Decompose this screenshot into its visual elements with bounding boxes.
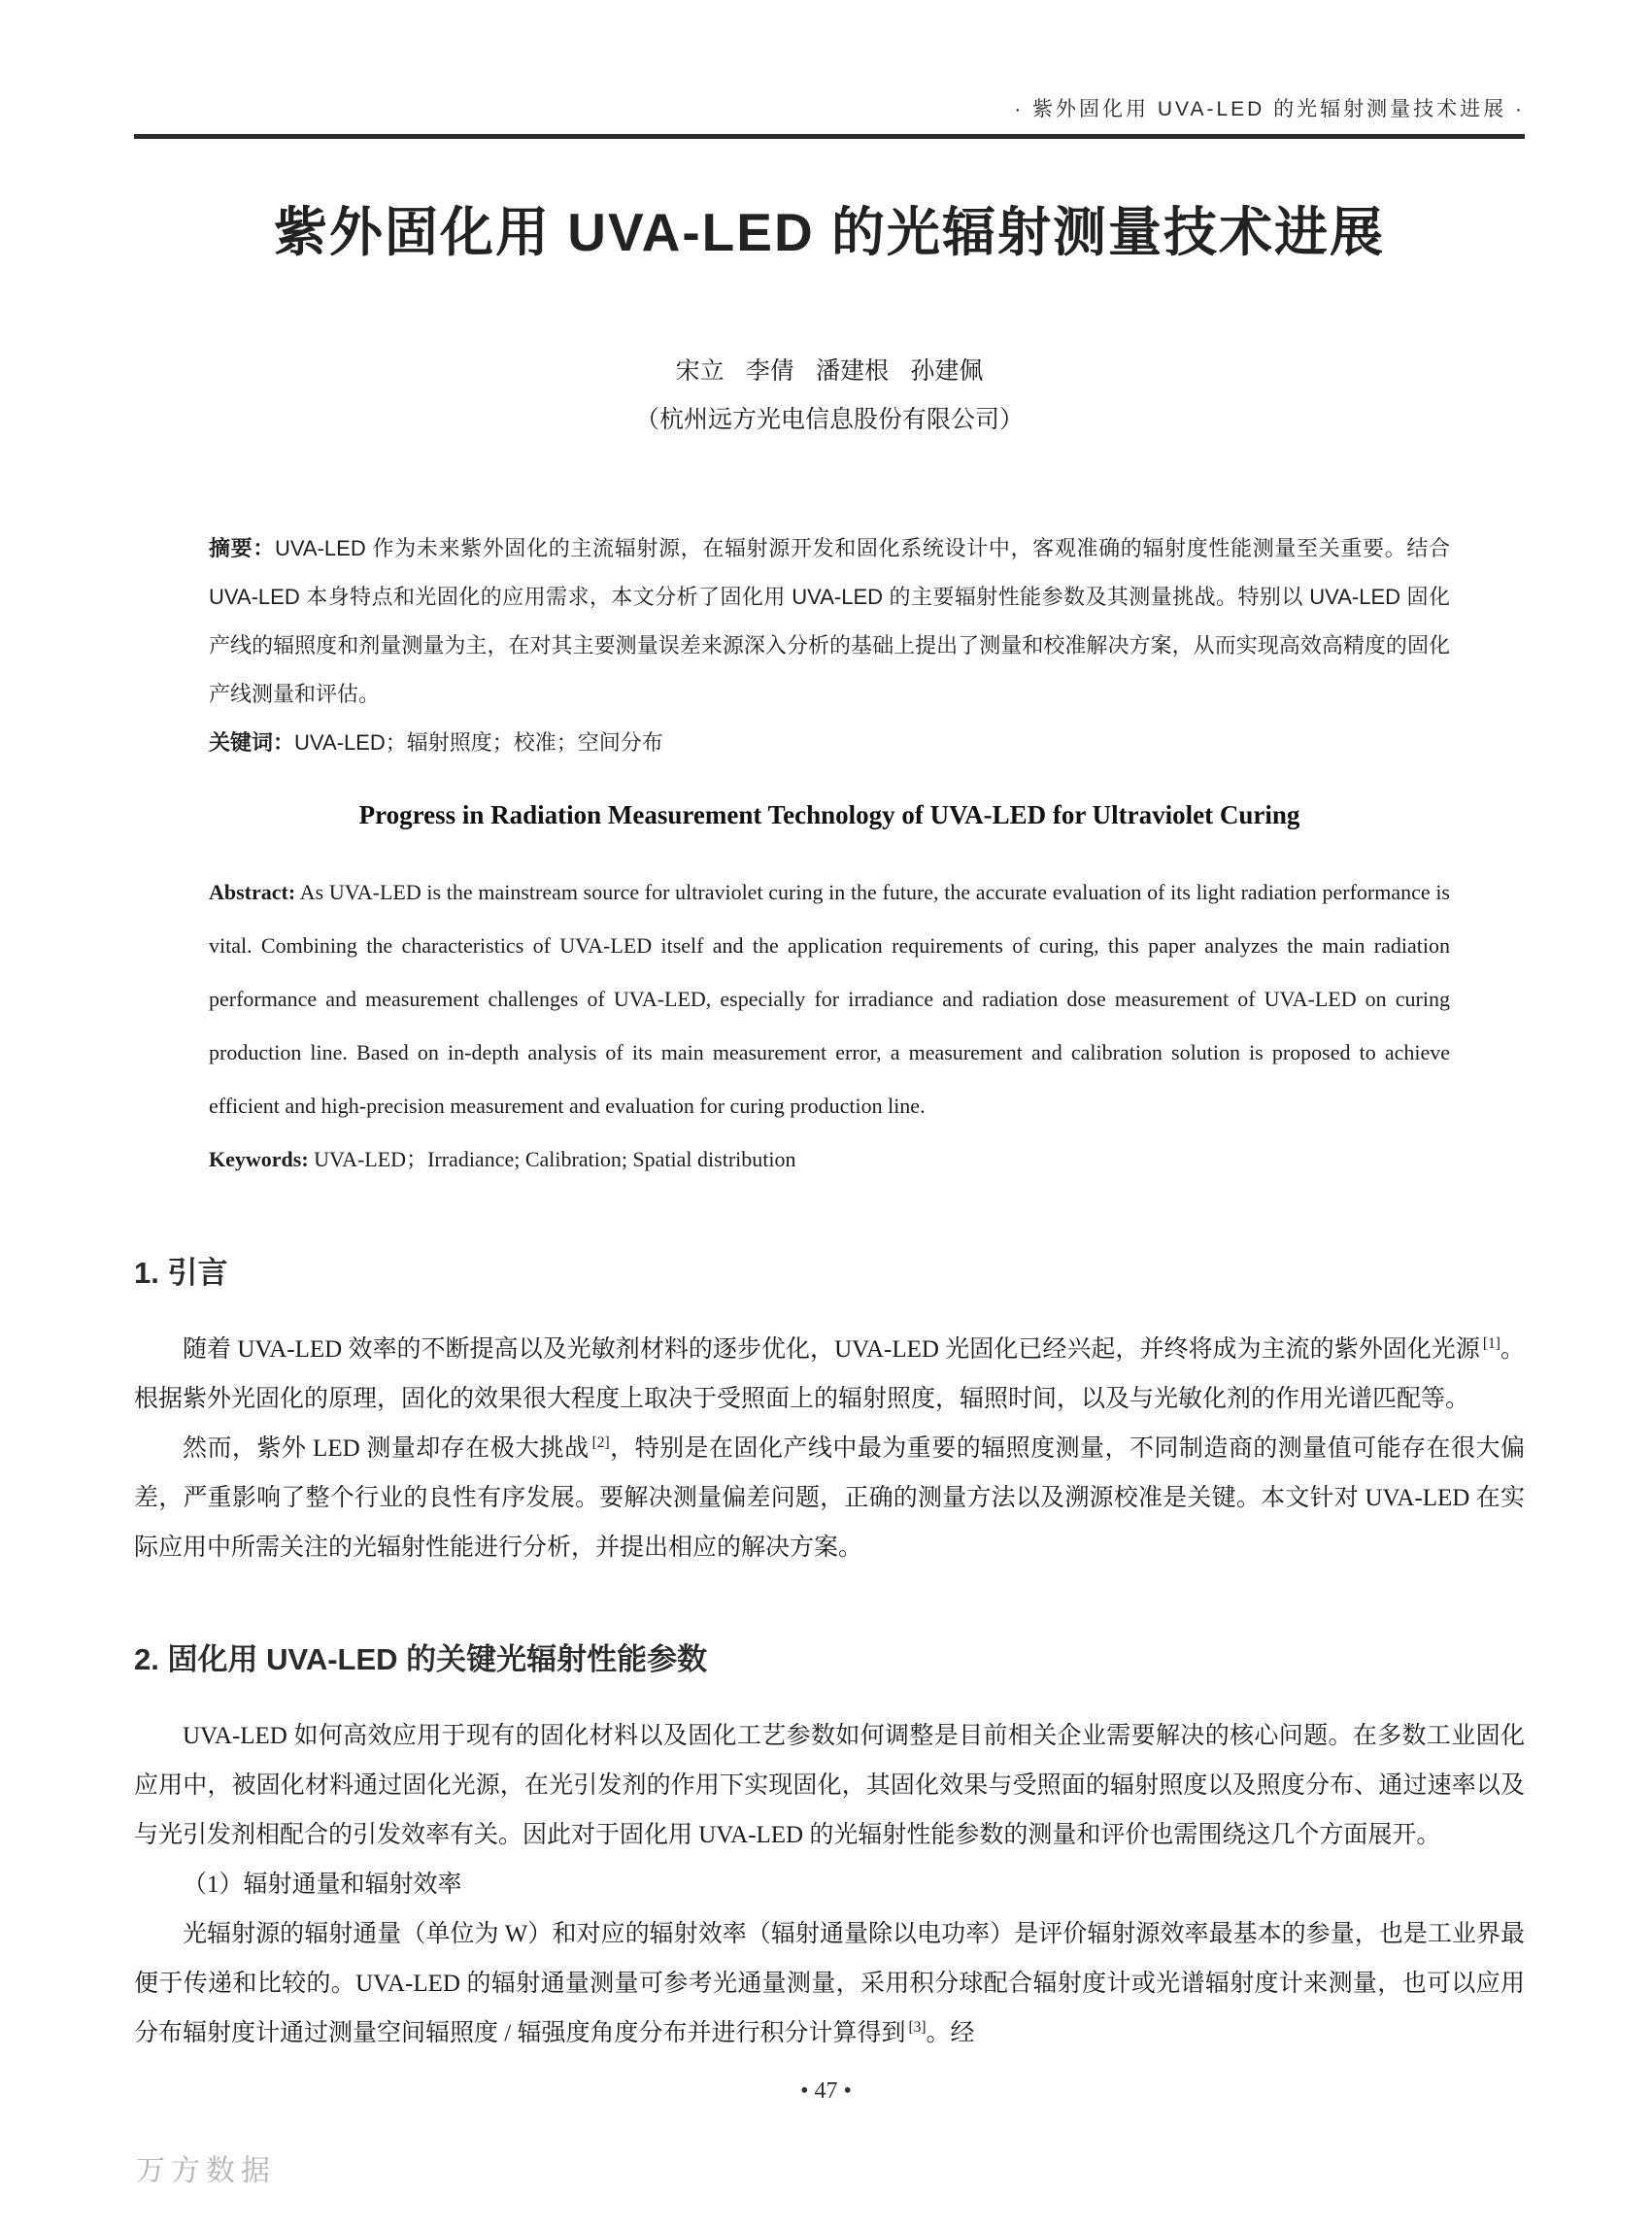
citation-reference: [3]	[908, 2018, 927, 2036]
keywords-en-text: UVA-LED；Irradiance; Calibration; Spatial distribution	[308, 1147, 796, 1171]
watermark: 万方数据	[136, 2155, 276, 2187]
abstract-en-block	[209, 865, 1450, 1186]
authors: 宋立 李倩 潘建根 孙建佩	[675, 358, 984, 385]
abstract-en-label: Abstract:	[209, 880, 296, 904]
paper-title: 紫外固化用 UVA-LED 的光辐射测量技术进展	[274, 202, 1385, 262]
citation-reference: [2]	[591, 1433, 610, 1451]
section-heading: 2. 固化用 UVA-LED 的关键光辐射性能参数	[134, 1642, 708, 1676]
running-header: · 紫外固化用 UVA-LED 的光辐射测量技术进展 ·	[1014, 98, 1525, 120]
keywords-en	[209, 1132, 1450, 1186]
affiliation: （杭州远方光电信息股份有限公司）	[634, 407, 1024, 433]
abstract-zh-block	[209, 524, 1450, 767]
sections-container	[134, 1248, 1525, 2058]
abstract-zh-label: 摘要：	[209, 536, 275, 560]
citation-reference: [1]	[1482, 1334, 1500, 1352]
paper-title-en: Progress in Radiation Measurement Technology of UVA-LED for Ultraviolet Curing	[358, 800, 1300, 829]
abstract-zh-text: UVA-LED 作为未来紫外固化的主流辐射源，在辐射源开发和固化系统设计中，客观准确的辐射度性能测量至关重要。结合 UVA-LED 本身特点和光固化的应用需求，本文分析了固化用 UVA-LED 的主要辐射性能参数及其测量挑战。特别以 UVA-LED 固化产线的辐照度和剂量测量为主，在对其主要测量误差来源深入分析的基础上提出了测量和校准解决方案，从而实现高效高精度的固化产线测量和评估。	[209, 536, 1450, 706]
header-rule	[134, 134, 1525, 139]
page-number: • 47 •	[800, 2078, 852, 2104]
keywords-zh-label: 关键词：	[209, 730, 295, 755]
section-heading: 1. 引言	[134, 1256, 228, 1290]
abstract-en-text: As UVA-LED is the mainstream source for ultraviolet curing in the future, the accurate evaluation of its light radiation performance is vital. Combining the characteristics of UVA-LED itself and the application requirements of curing, this paper analyzes the main radiation performance and measurement challenges of UVA-LED, especially for irradiance and radiation dose measurement of UVA-LED on curing production line. Based on in-depth analysis of its main measurement error, a measurement and calibration solution is proposed to achieve efficient and high-precision measurement and evaluation for curing production line.	[209, 880, 1450, 1118]
keywords-zh-text: UVA-LED；辐射照度；校准；空间分布	[294, 730, 663, 755]
paragraph: 随着 UVA-LED 效率的不断提高以及光敏剂材料的逐步优化，UVA-LED 光固化已经兴起，并终将成为主流的紫外固化光源 [1]。根据紫外光固化的原理，固化的效果很大程度上取决于受照面上的辐射照度，辐照时间，以及与光敏化剂的作用光谱匹配等。	[134, 1334, 1525, 1412]
paragraph: 然而，紫外 LED 测量却存在极大挑战 [2]，特别是在固化产线中最为重要的辐照度测量，不同制造商的测量值可能存在很大偏差，严重影响了整个行业的良性有序发展。要解决测量偏差问题，正确的测量方法以及溯源校准是关键。本文针对 UVA-LED 在实际应用中所需关注的光辐射性能进行分析，并提出相应的解决方案。	[134, 1433, 1525, 1561]
paragraph: （1）辐射通量和辐射效率	[183, 1872, 462, 1898]
abstract-en	[209, 865, 1450, 1132]
paragraph: UVA-LED 如何高效应用于现有的固化材料以及固化工艺参数如何调整是目前相关企业需要解决的核心问题。在多数工业固化应用中，被固化材料通过固化光源，在光引发剂的作用下实现固化，其固化效果与受照面的辐射照度以及照度分布、通过速率以及与光引发剂相配合的引发效率有关。因此对于固化用 UVA-LED 的光辐射性能参数的测量和评价也需围绕这几个方面展开。	[134, 1723, 1525, 1848]
keywords-zh	[209, 719, 1450, 767]
paragraph: 光辐射源的辐射通量（单位为 W）和对应的辐射效率（辐射通量除以电功率）是评价辐射源效率最基本的参量，也是工业界最便于传递和比较的。UVA-LED 的辐射通量测量可参考光通量测量，采用积分球配合辐射度计或光谱辐射度计来测量，也可以应用分布辐射度计通过测量空间辐照度 / 辐强度角度分布并进行积分计算得到 [3]。经	[134, 1921, 1525, 2046]
keywords-en-label: Keywords:	[209, 1147, 309, 1171]
abstract-zh	[209, 524, 1450, 719]
